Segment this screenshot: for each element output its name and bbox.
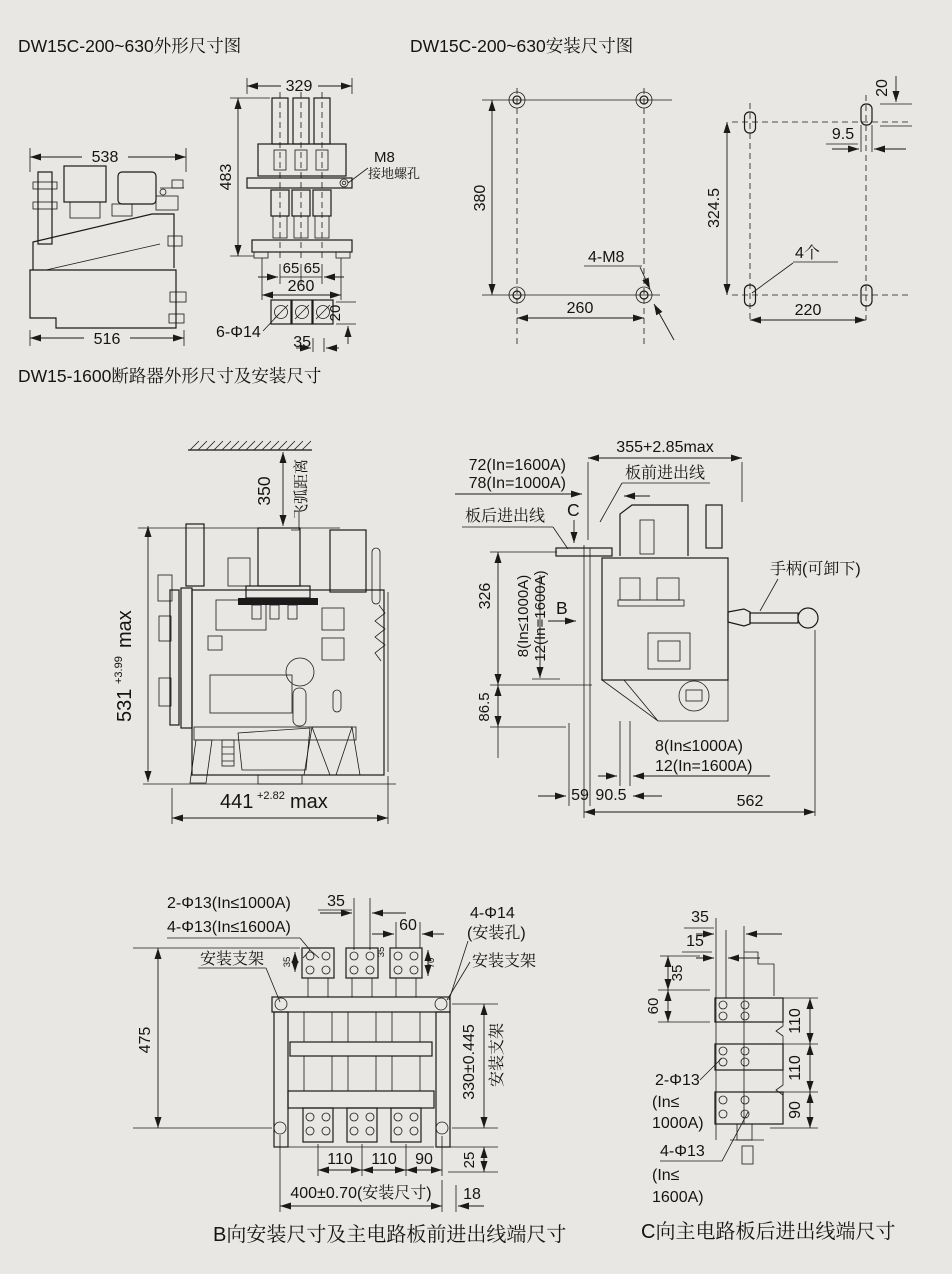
dim-475: 475: [137, 1026, 154, 1054]
dim-326: 326: [477, 582, 494, 610]
label-arc-distance: 飞弧距离: [293, 458, 310, 520]
dim-18: 18: [463, 1186, 481, 1203]
dw15-1600-front-view: [113, 441, 396, 824]
label-handle: 手柄(可卸下): [770, 561, 861, 578]
plate-edge: [776, 998, 783, 1124]
dim-12-bottom: 12(In=1600A): [655, 758, 753, 775]
terminal-lugs: [271, 300, 333, 324]
dim-35-top-c: 35: [691, 909, 709, 926]
label-front-wiring: 板前进出线: [625, 465, 706, 482]
dim-65-right: 65: [303, 260, 321, 277]
view-c-drawing: [645, 909, 818, 1206]
dim-355-max: 355+2.85max: [616, 439, 714, 456]
label-2-phi13-c2: (In≤: [652, 1094, 680, 1111]
dim-260-mount: 260: [566, 300, 594, 317]
hatch-marks: [190, 441, 311, 450]
front-view-329: [216, 78, 420, 352]
label-4-phi14: 4-Φ14: [470, 905, 515, 922]
label-4-m8: 4-M8: [588, 249, 625, 266]
dim-516: 516: [93, 331, 121, 348]
dim-110-a: 110: [327, 1151, 353, 1168]
dim-324-5: 324.5: [706, 187, 723, 229]
svg-text:max: max: [290, 791, 328, 813]
dim-20-slot: 20: [874, 79, 891, 97]
svg-text:+3.99: +3.99: [113, 656, 125, 684]
handle-ball: [798, 608, 818, 628]
top-tab: [744, 952, 774, 996]
top-terminal-blocks: [302, 948, 422, 978]
breaker-side-body: [602, 558, 728, 680]
ground-screw-hole: [340, 179, 348, 187]
side-view-538: [30, 148, 186, 348]
dim-70-tiny: 70: [426, 957, 437, 969]
dim-60-viewb: 60: [399, 917, 417, 934]
label-ground-hole: 接地螺孔: [368, 166, 421, 181]
caption-view-b: B向安装尺寸及主电路板前进出线端尺寸: [213, 1224, 567, 1246]
label-4-phi13-c3: 1600A): [652, 1189, 704, 1206]
label-4-phi13: 4-Φ13(In≤1600A): [167, 919, 291, 936]
dim-350-arc: 350: [254, 476, 274, 506]
dim-8-vert: 8(In≤1000A): [515, 574, 532, 658]
label-rear-wiring: 板后进出线: [465, 508, 546, 525]
label-2-phi13-c: 2-Φ13: [655, 1072, 700, 1089]
dim-538: 538: [91, 149, 119, 166]
dim-59: 59: [571, 787, 589, 804]
mounting-plan-4m8: [472, 88, 674, 345]
dim-86-5: 86.5: [476, 692, 493, 722]
dim-483: 483: [218, 163, 235, 191]
dim-72-1600a: 72(In=1600A): [468, 457, 566, 474]
dim-220: 220: [794, 302, 822, 319]
dim-20: 20: [327, 304, 344, 322]
dim-441-max: [220, 790, 328, 813]
bracket-hole: [275, 998, 287, 1010]
view-b-drawing: [133, 893, 536, 1212]
dim-260: 260: [287, 278, 315, 295]
svg-text:441: 441: [220, 791, 254, 813]
dim-65-left: 65: [282, 260, 300, 277]
label-view-b: B: [556, 598, 568, 618]
dim-35-viewb: 35: [327, 893, 345, 910]
dim-8-bottom: 8(In≤1000A): [655, 738, 743, 755]
svg-text:+2.82: +2.82: [257, 790, 285, 802]
label-6-phi14: 6-Φ14: [216, 324, 261, 341]
dim-90-c: 90: [787, 1101, 804, 1119]
bracket-hole: [435, 998, 447, 1010]
dim-90-5: 90.5: [595, 787, 627, 804]
dim-110-c2: 110: [787, 1055, 804, 1081]
dim-110-c1: 110: [787, 1008, 804, 1034]
svg-text:max: max: [114, 610, 136, 648]
dim-60-vert-c: 60: [645, 997, 662, 1015]
label-bracket-left: 安装支架: [200, 951, 265, 968]
dim-330: 330±0.445: [461, 1024, 478, 1100]
title-outline: DW15C-200~630外形尺寸图: [18, 36, 242, 56]
svg-text:531: 531: [114, 688, 136, 722]
dim-110-b: 110: [371, 1151, 397, 1168]
dim-531-max: [113, 610, 136, 722]
label-2-phi13-c3: 1000A): [652, 1115, 704, 1132]
dim-380: 380: [472, 184, 489, 212]
rear-terminal-blocks: [715, 998, 783, 1124]
dim-35-tiny-mid: 35: [376, 946, 387, 958]
dim-9-5: 9.5: [831, 126, 855, 143]
label-4-phi13-c2: (In≤: [652, 1167, 680, 1184]
label-2-phi13: 2-Φ13(In≤1000A): [167, 895, 291, 912]
title-mounting: DW15C-200~630安装尺寸图: [410, 36, 634, 56]
label-bracket-right: 安装支架: [472, 953, 537, 970]
dim-90: 90: [415, 1151, 433, 1168]
label-m8: M8: [374, 149, 395, 166]
label-4-phi13-c: 4-Φ13: [660, 1143, 705, 1160]
label-4-slots: 4个: [795, 245, 820, 262]
dim-78-1000a: 78(In=1000A): [468, 475, 566, 492]
label-mount-hole: (安装孔): [467, 925, 526, 942]
dim-25: 25: [461, 1151, 478, 1169]
bracket-hole: [436, 1122, 448, 1134]
dim-15-c: 15: [686, 933, 704, 950]
mounting-plan-slots: [706, 76, 912, 320]
handle-shaft: [750, 613, 798, 623]
bracket-hole: [274, 1122, 286, 1134]
dim-35-vert-c: 35: [669, 964, 686, 982]
dw15-1600-side-view: [455, 439, 861, 818]
handle-neck: [728, 609, 750, 626]
dim-35: 35: [293, 334, 311, 351]
dim-400: 400±0.70(安装尺寸): [290, 1185, 432, 1202]
dim-562: 562: [736, 793, 764, 810]
label-bracket-vertical: 安装支架: [489, 1022, 506, 1088]
dim-329: 329: [285, 78, 313, 95]
dim-35-tiny-left: 35: [282, 956, 293, 968]
mounting-bolt-holes: [509, 92, 652, 303]
dim-12-vert: 12(In=1600A): [532, 570, 549, 662]
view-b-body: [272, 978, 450, 1147]
arc-chute: [258, 528, 300, 586]
label-view-c: C: [567, 500, 580, 520]
title-dw15-1600: DW15-1600断路器外形尺寸及安装尺寸: [18, 366, 322, 386]
caption-view-c: C向主电路板后进出线端尺寸: [641, 1221, 896, 1243]
